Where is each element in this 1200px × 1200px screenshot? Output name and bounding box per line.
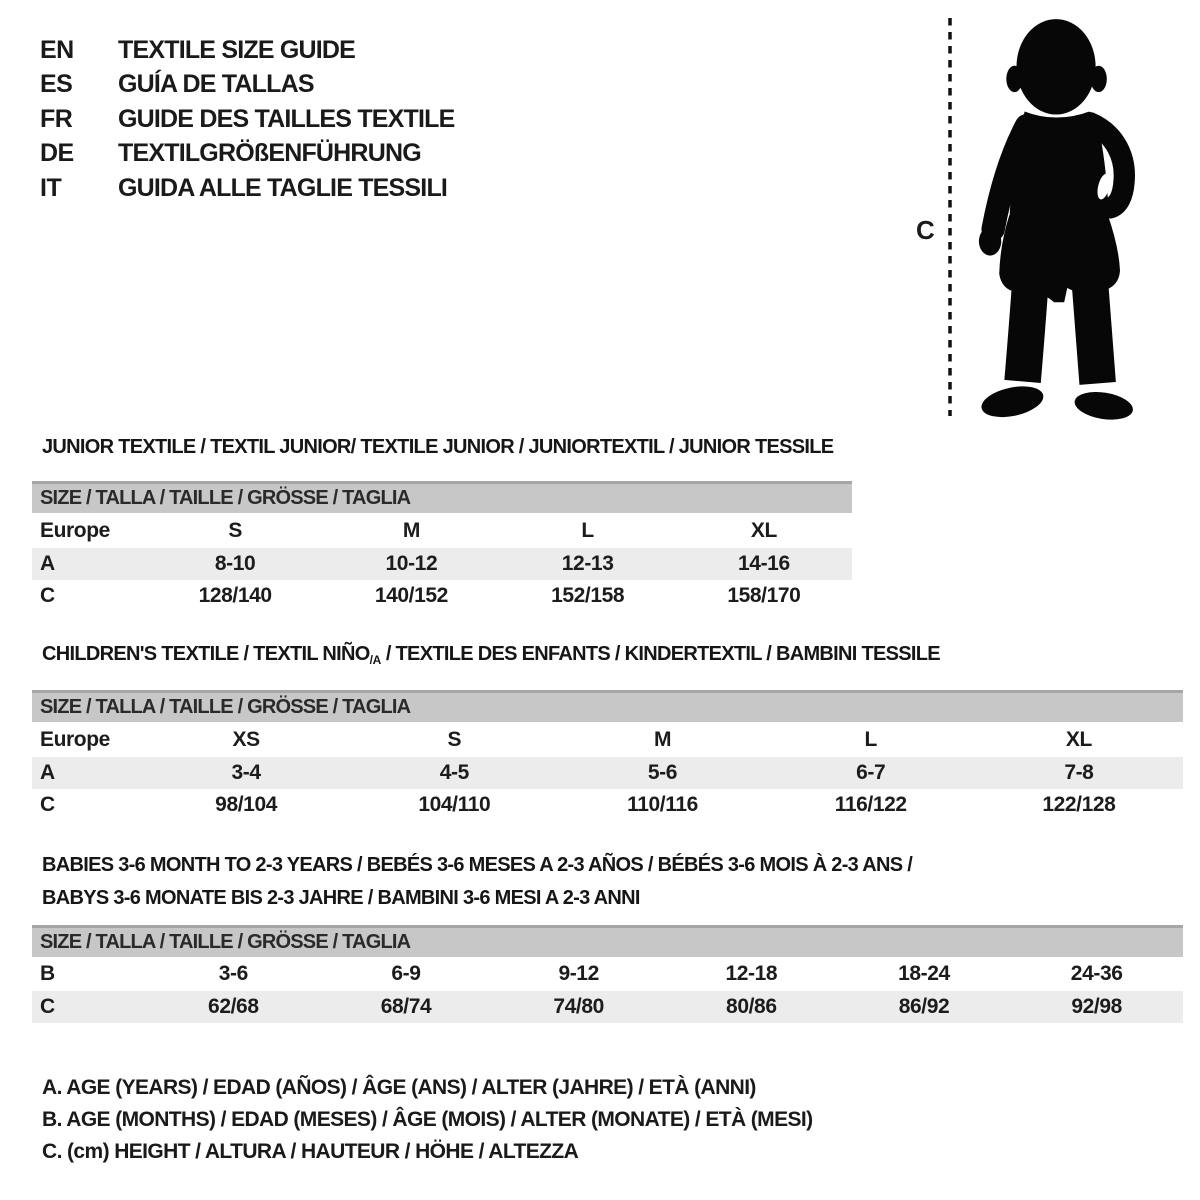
value-cell: 140/152 (374, 584, 448, 607)
table-row-europe (32, 722, 1183, 757)
table-row-age-years (32, 757, 1183, 789)
toddler-silhouette-icon (963, 14, 1141, 420)
language-code: IT (40, 173, 62, 202)
language-row-it (40, 171, 455, 206)
language-code: FR (40, 104, 73, 133)
language-title: GUÍA DE TALLAS (118, 70, 314, 99)
table-row-height (32, 789, 1183, 821)
value-cell: 74/80 (553, 995, 604, 1018)
row-label: Europe (40, 727, 110, 751)
row-label: A (40, 761, 55, 784)
value-cell: 5-6 (647, 761, 678, 784)
children-title-rest: / TEXTILE DES ENFANTS / KINDERTEXTIL / BAMBINI TESSILE (380, 643, 940, 665)
language-row-es (40, 68, 455, 103)
children-title-subscript: /A (369, 653, 381, 667)
babies-size-table (32, 925, 1183, 1023)
language-code: DE (40, 139, 74, 168)
value-cell: 92/98 (1071, 995, 1122, 1018)
size-cell: XL (750, 518, 777, 542)
value-cell: 12-18 (725, 962, 778, 985)
value-cell: 86/92 (898, 995, 950, 1018)
table-row-europe (32, 513, 852, 548)
row-label: C (40, 995, 55, 1018)
size-cell: M (402, 518, 420, 542)
language-row-en (40, 33, 455, 68)
value-cell: 80/86 (726, 995, 777, 1018)
size-cell: XL (1065, 727, 1092, 751)
value-cell: 6-7 (856, 761, 886, 784)
value-cell: 98/104 (215, 793, 278, 816)
junior-table-title: JUNIOR TEXTILE / TEXTIL JUNIOR/ TEXTILE JUNIOR / JUNIORTEXTIL / JUNIOR TESSILE (42, 436, 834, 458)
value-cell: 110/116 (627, 793, 698, 816)
value-cell: 7-8 (1064, 761, 1094, 784)
table-row-age-months (32, 957, 1183, 991)
row-label: Europe (40, 518, 110, 542)
babies-title-line1: BABIES 3-6 MONTH TO 2-3 YEARS / BEBÉS 3-6 MESES A 2-3 AÑOS / BÉBÉS 3-6 MOIS À 2-3 ANS / (42, 854, 913, 876)
value-cell: 18-24 (898, 962, 950, 985)
value-cell: 104/110 (418, 793, 491, 816)
value-cell: 10-12 (385, 552, 438, 575)
value-cell: 4-5 (439, 761, 469, 784)
legend (42, 1072, 813, 1168)
table-row-height (32, 580, 852, 612)
value-cell: 3-6 (218, 962, 248, 985)
value-cell: 24-36 (1070, 962, 1123, 985)
value-cell: 62/68 (208, 995, 259, 1018)
language-header (40, 33, 455, 206)
size-header-bar: SIZE / TALLA / TAILLE / GRÖSSE / TAGLIA (32, 481, 852, 513)
junior-size-table (32, 481, 852, 612)
babies-table-title (42, 849, 912, 915)
legend-line-height: C. (cm) HEIGHT / ALTURA / HAUTEUR / HÖHE / ALTEZZA (42, 1140, 579, 1163)
language-title: GUIDE DES TAILLES TEXTILE (118, 104, 455, 133)
size-cell: M (653, 727, 672, 751)
babies-title-line2: BABYS 3-6 MONATE BIS 2-3 JAHRE / BAMBINI 3-6 MESI A 2-3 ANNI (42, 887, 640, 909)
height-measure-dotted-line (947, 16, 953, 418)
language-row-fr (40, 102, 455, 137)
row-label: B (40, 962, 55, 985)
size-cell: XS (232, 727, 260, 751)
size-cell: L (864, 727, 877, 751)
size-header-bar: SIZE / TALLA / TAILLE / GRÖSSE / TAGLIA (32, 690, 1183, 722)
language-row-de (40, 137, 455, 172)
row-label: C (40, 584, 55, 607)
value-cell: 6-9 (391, 962, 421, 985)
value-cell: 8-10 (214, 552, 256, 575)
value-cell: 12-13 (561, 552, 614, 575)
language-title: GUIDA ALLE TAGLIE TESSILI (118, 173, 448, 202)
value-cell: 116/122 (834, 793, 907, 816)
size-cell: S (447, 727, 462, 751)
value-cell: 158/170 (727, 584, 801, 607)
table-row-height (32, 991, 1183, 1023)
height-measure-label: C (916, 215, 935, 245)
value-cell: 9-12 (558, 962, 599, 985)
row-label: A (40, 552, 55, 575)
children-title-main: CHILDREN'S TEXTILE / TEXTIL NIÑO (42, 643, 370, 665)
children-size-table (32, 690, 1183, 821)
language-title: TEXTILGRÖßENFÜHRUNG (118, 139, 421, 168)
value-cell: 68/74 (380, 995, 432, 1018)
value-cell: 3-4 (231, 761, 261, 784)
language-code: EN (40, 35, 74, 64)
table-row-age-years (32, 548, 852, 580)
legend-line-age-years: A. AGE (YEARS) / EDAD (AÑOS) / ÂGE (ANS) / ALTER (JAHRE) / ETÀ (ANNI) (42, 1076, 756, 1099)
size-cell: S (228, 518, 242, 542)
row-label: C (40, 793, 55, 816)
size-cell: L (581, 518, 594, 542)
language-title: TEXTILE SIZE GUIDE (118, 35, 356, 64)
value-cell: 152/158 (551, 584, 625, 607)
value-cell: 14-16 (738, 552, 790, 575)
legend-line-age-months: B. AGE (MONTHS) / EDAD (MESES) / ÂGE (MOIS) / ALTER (MONATE) / ETÀ (MESI) (42, 1108, 813, 1131)
size-header-bar: SIZE / TALLA / TAILLE / GRÖSSE / TAGLIA (32, 925, 1183, 957)
value-cell: 122/128 (1042, 793, 1116, 816)
value-cell: 128/140 (198, 584, 272, 607)
children-table-title (42, 643, 940, 667)
language-code: ES (40, 70, 73, 99)
